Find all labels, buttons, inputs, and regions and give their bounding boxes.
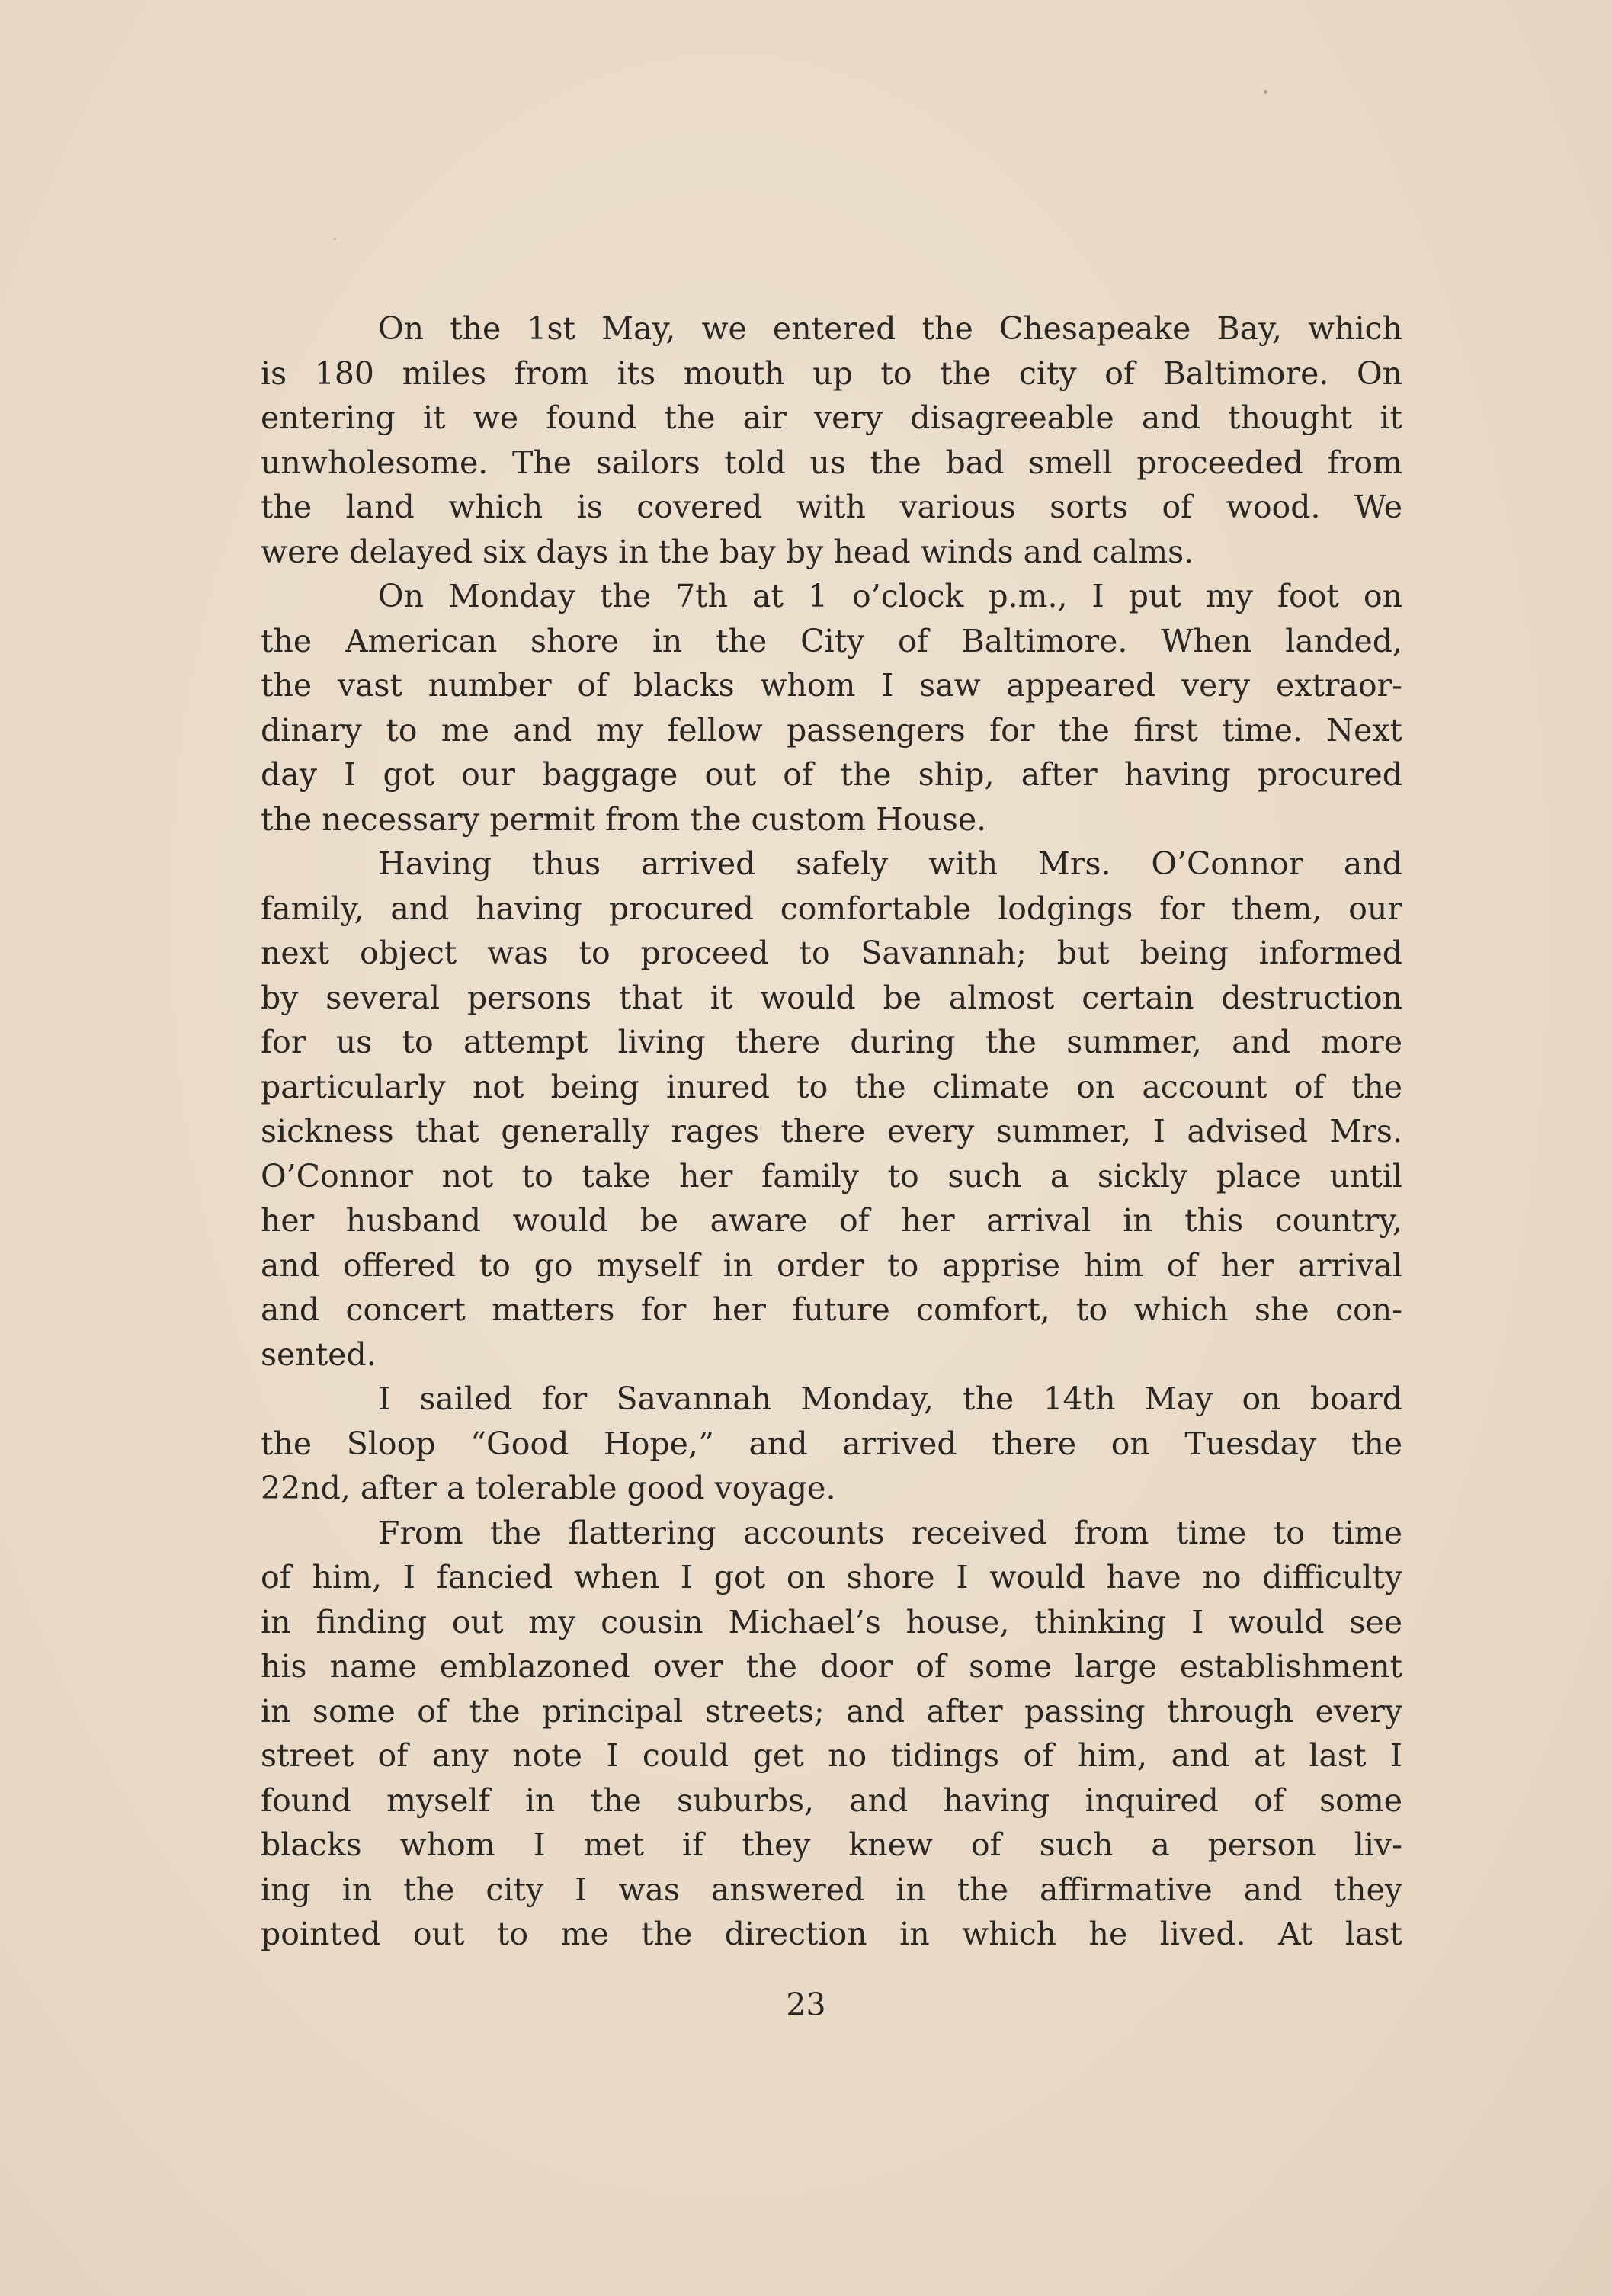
text-line: the land which is covered with various sorts of wood. We [261,489,1402,525]
text-line: entering it we found the air very disagreeable and thought it [261,399,1402,436]
text-line: and offered to go myself in order to apprise him of her arrival [261,1246,1402,1284]
text-line: sented. [261,1336,377,1373]
text-line: Having thus arrived safely with Mrs. O’Connor and [378,845,1402,882]
text-line: the necessary permit from the custom House. [261,800,987,838]
text-line: his name emblazoned over the door of some large establishment [261,1648,1402,1685]
text-line: were delayed six days in the bay by head winds and calms. [261,533,1194,570]
text-line: the American shore in the City of Baltimore. When landed, [261,622,1402,659]
text-line: in finding out my cousin Michael’s house, thinking I would see [261,1603,1402,1640]
text-line: sickness that generally rages there every summer, I advised Mrs. [261,1113,1402,1150]
paragraph [261,1511,1402,1957]
text-line: the vast number of blacks whom I saw appeared very extraor- [261,667,1402,704]
paragraph [261,842,1402,1377]
body-text [261,306,1402,1957]
paper-speck [334,238,336,240]
text-line: dinary to me and my fellow passengers for the first time. Next [261,711,1402,749]
text-line: On Monday the 7th at 1 o’clock p.m., I put my foot on [378,578,1402,614]
text-line: family, and having procured comfortable lodgings for them, our [261,890,1402,927]
text-line: pointed out to me the direction in which he lived. At last [261,1916,1402,1952]
text-line: is 180 miles from its mouth up to the city of Baltimore. On [261,354,1402,392]
text-line: 22nd, after a tolerable good voyage. [261,1470,836,1506]
text-line: the Sloop “Good Hope,” and arrived there on Tuesday the [261,1425,1402,1462]
text-line: I sailed for Savannah Monday, the 14th May on board [378,1380,1402,1417]
text-line: by several persons that it would be almost certain destruction [261,979,1402,1016]
text-line: and concert matters for her future comfort, to which she con- [261,1291,1402,1328]
text-line: blacks whom I met if they knew of such a person liv- [261,1826,1402,1863]
text-line: of him, I fancied when I got on shore I would have no difficulty [261,1559,1402,1595]
text-line: particularly not being inured to the climate on account of the [261,1068,1402,1105]
text-line: in some of the principal streets; and after passing through every [261,1692,1402,1730]
paper-speck [1264,90,1267,94]
text-line: ing in the city I was answered in the affirmative and they [261,1871,1402,1908]
text-line: day I got our baggage out of the ship, after having procured [261,756,1402,793]
text-line: her husband would be aware of her arrival in this country, [261,1202,1402,1239]
text-line: next object was to proceed to Savannah; but being informed [261,935,1402,971]
page-number: 23 [786,1987,826,2023]
text-line: On the 1st May, we entered the Chesapeake Bay, which [378,310,1402,347]
paragraph [261,1377,1402,1511]
text-line: unwholesome. The sailors told us the bad smell proceeded from [261,444,1402,481]
paragraph [261,306,1402,574]
text-line: found myself in the suburbs, and having inquired of some [261,1781,1402,1819]
text-line: for us to attempt living there during the summer, and more [261,1024,1402,1060]
text-line: From the flattering accounts received from time to time [378,1514,1402,1551]
text-line: O’Connor not to take her family to such a sickly place until [261,1157,1402,1194]
text-line: street of any note I could get no tidings of him, and at last I [261,1737,1402,1774]
paragraph [261,574,1402,842]
